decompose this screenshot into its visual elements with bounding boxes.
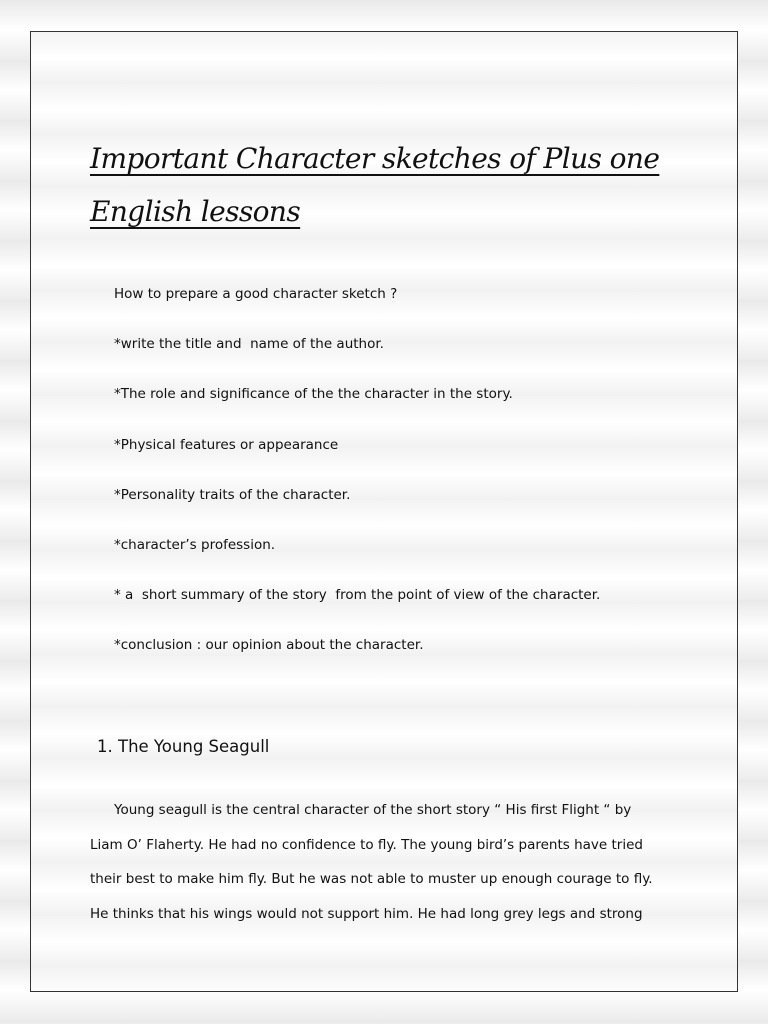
- paragraph-line: He thinks that his wings would not support him. He had long grey legs and strong: [90, 906, 643, 923]
- guide-point: *The role and significance of the the character in the story.: [114, 386, 513, 403]
- guide-point: *write the title and name of the author.: [114, 336, 384, 353]
- document-title-text: Important Character sketches of Plus one English lessons: [90, 142, 660, 228]
- document-page: [30, 31, 738, 992]
- paragraph-line: their best to make him fly. But he was not able to muster up enough courage to fly.: [90, 871, 653, 888]
- guide-point: *conclusion : our opinion about the character.: [114, 637, 424, 654]
- guide-point: *Physical features or appearance: [114, 436, 339, 453]
- guide-point: * a short summary of the story from the point of view of the character.: [114, 587, 601, 604]
- paragraph-line: Liam O’ Flaherty. He had no confidence to fly. The young bird’s parents have tried: [90, 836, 643, 853]
- character-sketch-guide: [114, 284, 714, 686]
- paragraph-line: Young seagull is the central character of the short story “ His first Flight “ by: [114, 802, 632, 818]
- section-paragraph: [90, 793, 690, 932]
- section-heading: 1. The Young Seagull: [97, 737, 270, 756]
- guide-point: *character’s profession.: [114, 536, 276, 553]
- document-title: [90, 132, 670, 238]
- guide-point: *Personality traits of the character.: [114, 486, 351, 503]
- guide-question: How to prepare a good character sketch ?: [114, 286, 398, 302]
